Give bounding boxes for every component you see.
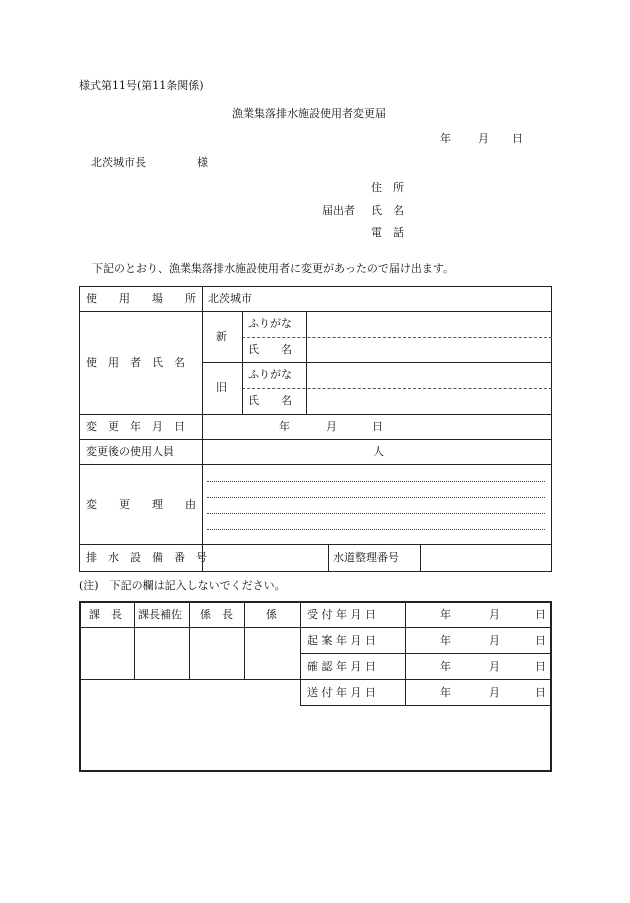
location-label: 使 用 場 所 xyxy=(86,292,196,305)
change-date-month: 月 xyxy=(326,420,337,433)
new-furigana-label: ふりがな xyxy=(248,317,292,330)
old-label: 旧 xyxy=(216,381,227,394)
office-header-staff: 係 xyxy=(266,608,277,621)
change-date-day: 日 xyxy=(372,420,383,433)
office-row-receipt-day: 日 xyxy=(535,608,546,621)
office-header-deputy: 課長補佐 xyxy=(138,608,182,621)
office-row-confirm-label: 確 認 年 月 日 xyxy=(307,660,376,673)
office-row-send-label: 送 付 年 月 日 xyxy=(307,686,376,699)
intro-text: 下記のとおり、漁業集落排水施設使用者に変更があったので届け出ます。 xyxy=(92,262,455,275)
form-title: 漁業集落排水施設使用者変更届 xyxy=(232,107,386,120)
reason-line-2 xyxy=(207,497,545,498)
drain-number-label: 排 水 設 備 番 号 xyxy=(86,551,207,564)
office-row-confirm-year: 年 xyxy=(440,660,451,673)
reason-line-1 xyxy=(207,481,545,482)
reason-label: 変 更 理 由 xyxy=(86,498,196,511)
reason-line-4 xyxy=(207,529,545,530)
form-number: 様式第11号(第11条関係) xyxy=(79,79,204,92)
office-row-confirm-month: 月 xyxy=(489,660,500,673)
date-month: 月 xyxy=(478,132,489,145)
new-name-label: 氏 名 xyxy=(248,343,292,356)
applicant-address-label: 住 所 xyxy=(371,181,404,194)
office-row-send-month: 月 xyxy=(489,686,500,699)
applicant-phone-label: 電 話 xyxy=(371,226,404,239)
office-row-draft-month: 月 xyxy=(489,634,500,647)
office-row-draft-year: 年 xyxy=(440,634,451,647)
user-name-label: 使 用 者 氏 名 xyxy=(86,356,185,369)
office-row-draft-day: 日 xyxy=(535,634,546,647)
office-row-receipt-label: 受 付 年 月 日 xyxy=(307,608,376,621)
date-day: 日 xyxy=(512,132,523,145)
change-date-year: 年 xyxy=(279,420,290,433)
old-name-label: 氏 名 xyxy=(248,394,292,407)
change-date-label: 変 更 年 月 日 xyxy=(86,420,185,433)
office-row-send-year: 年 xyxy=(440,686,451,699)
applicant-name-label: 氏 名 xyxy=(371,204,404,217)
addressee-suffix: 様 xyxy=(197,156,208,169)
addressee-name: 北茨城市長 xyxy=(91,156,146,169)
old-furigana-label: ふりがな xyxy=(248,368,292,381)
date-year: 年 xyxy=(440,132,451,145)
office-header-chief: 課 長 xyxy=(89,608,122,621)
note-text: (注) 下記の欄は記入しないでください。 xyxy=(79,579,286,592)
office-row-send-day: 日 xyxy=(535,686,546,699)
office-row-receipt-month: 月 xyxy=(489,608,500,621)
reason-line-3 xyxy=(207,513,545,514)
water-number-label: 水道整理番号 xyxy=(333,551,399,564)
users-after-label: 変更後の使用人員 xyxy=(86,445,174,458)
office-header-section-chief: 係 長 xyxy=(200,608,233,621)
applicant-label: 届出者 xyxy=(322,204,355,217)
office-row-confirm-day: 日 xyxy=(535,660,546,673)
new-label: 新 xyxy=(216,330,227,343)
office-row-receipt-year: 年 xyxy=(440,608,451,621)
office-row-draft-label: 起 案 年 月 日 xyxy=(307,634,376,647)
users-after-unit: 人 xyxy=(373,445,384,458)
location-value: 北茨城市 xyxy=(208,292,252,305)
